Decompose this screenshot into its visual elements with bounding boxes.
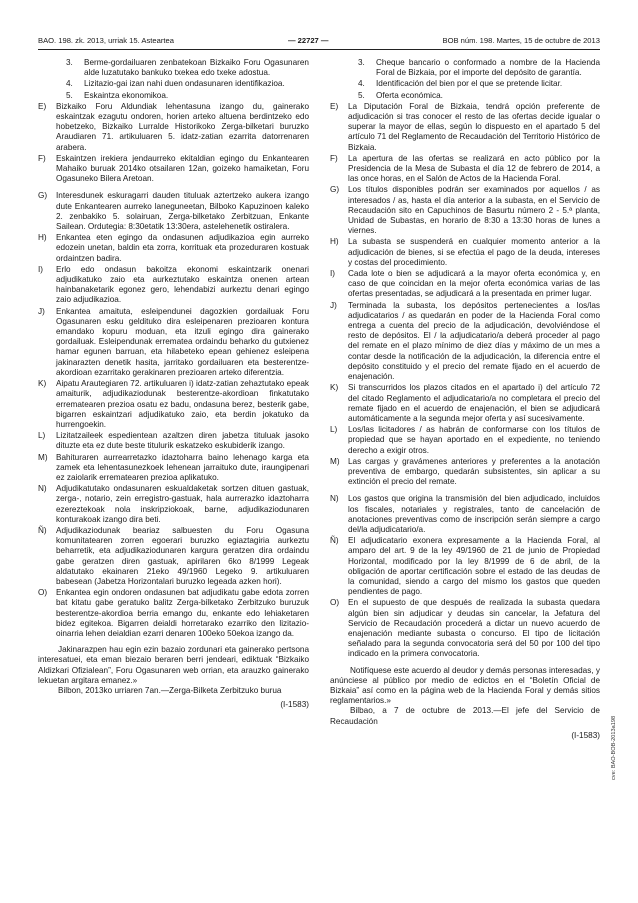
item-text: Bizkaiko Foru Aldundiak lehentasuna izango du, gainerako eskaintzak ezagutu ondoren, horien arteko altuena berdintzeko edo hobetzeko, Bizkaiko Lurralde Historikoko Zerga-bilketari buruzko Araudiaren 71. artikuluaren 5. idatz-zatian ezarrita datorrenaren arabera. bbox=[56, 101, 309, 152]
header-divider bbox=[38, 49, 600, 50]
item-label: M) bbox=[330, 456, 340, 466]
item-text: Lizitazio-gai izan nahi duen ondasunaren identifikazioa. bbox=[84, 79, 285, 89]
item-label: H) bbox=[330, 237, 339, 247]
item-text: Terminada la subasta, los depósitos pertenecientes a los/las adjudicatarios / as quedarán en poder de la Hacienda Foral como entrega a cuenta del precio de la adjudicación, devolviéndose el resto de depósitos. El / la adjudicatario/a deberá proceder al pago del remate en el plazo mínimo de diez días y máximo de un mes a contar desde la notificación de la adjudicación, la diferencia entre el depósito constituido y el precio del remate fijado en el acuerdo de enajenación. bbox=[348, 300, 600, 382]
item-text: La Diputación Foral de Bizkaia, tendrá opción preferente de adjudicación si tras conocer el resto de las ofertas decide igualar o superar la mayor de ellas, según lo dispuesto en el apartado 5 del artículo 71 del Reglamento de Recaudación del Territorio Histórico de Bizkaia. bbox=[348, 101, 600, 152]
list-item bbox=[38, 79, 309, 89]
item-text: Interesdunek eskuragarri dauden tituluak aztertzeko aukera izango dute Enkantearen aurreko laneguneetan, Bilboko Kapuzinoen kaleko 2. zenbakiko 5. solairuan, Zerga-bilketako Zerbitzuan, Enkante Sailean. Ordutegia: 8:30etatik 13:30era, astelehenetik ostiralera. bbox=[56, 191, 309, 232]
item-label: O) bbox=[330, 598, 340, 608]
list-item bbox=[38, 484, 309, 525]
item-text: Los gastos que origina la transmisión del bien adjudicado, incluidos los fiscales, notariales y registrales, tanto de cancelación de anotaciones preventivas como de inscripción serán siempre a cargo del/la adjudicatario/a. bbox=[348, 494, 600, 534]
list-item bbox=[38, 588, 309, 639]
item-label: G) bbox=[38, 191, 48, 201]
item-label: 5. bbox=[66, 90, 73, 100]
list-item bbox=[330, 457, 600, 488]
reference-number: (I-1583) bbox=[280, 700, 309, 710]
item-label: Ñ) bbox=[330, 536, 339, 546]
list-item bbox=[38, 379, 309, 430]
list-item bbox=[38, 453, 309, 484]
item-text: Lizitatzaileek espedientean azaltzen diren jabetza tituluak jasoko dituzte eta ez dute beste titulurik eskatzeko eskubiderik izango. bbox=[56, 431, 309, 451]
item-label: N) bbox=[38, 484, 47, 494]
item-label: H) bbox=[38, 233, 47, 243]
item-label: K) bbox=[38, 379, 47, 389]
item-text: Eskaintza ekonomikoa. bbox=[84, 90, 169, 100]
signature-line: Bilbon, 2013ko urriaren 7an.—Zerga-Bilketa Zerbitzuko burua bbox=[58, 685, 282, 695]
item-text: Cheque bancario o conformado a nombre de la Hacienda Foral de Bizkaia, por el importe del depósito de garantía. bbox=[376, 58, 600, 78]
item-label: 4. bbox=[66, 79, 73, 89]
item-text: Enkantea egin ondoren ondasunen bat adjudikatu gabe edota zorren bat kitatu gabe geratuko balitz Zerga-bilketako Zerbitzuko buruzuk besterentze-akordioa berria emango du, enkante edo lehiaketaren bidez egitekoa. Bigarren deialdi horretarako ezarriko den lizitazio-oinarria lehen deialdian ezarri denaren 100eko 50ekoa izango da. bbox=[56, 588, 309, 638]
item-text: Oferta económica. bbox=[376, 90, 443, 100]
item-text: Enkantea eten egingo da ondasunen adjudikazioa egin aurreko edozein unetan, baldin eta zorra, korrituak eta prozeduraren kostuak ordaintzen badira. bbox=[56, 233, 309, 263]
item-text: La apertura de las ofertas se realizará en acto público por la Presidencia de la Mesa de Subasta el día 12 de febrero de 2014, a las once horas, en el Salón de Actos de la Hacienda Foral. bbox=[348, 153, 600, 184]
list-item bbox=[330, 383, 600, 424]
basque-column bbox=[38, 58, 309, 710]
item-label: 3. bbox=[66, 58, 73, 67]
list-item bbox=[330, 58, 600, 78]
item-text: En el supuesto de que después de realizada la subasta quedara algún bien sin adjudicar y deudas sin cancelar, la Jefatura del Servicio de Recaudación procederá a dictar un nuevo acuerdo de enajenación mediante subasta o concurso. El tipo de licitación señalado para la segunda convocatoria será del 50 por 100 del tipo indicado en la primera convocatoria. bbox=[348, 598, 600, 659]
item-text: Berme-gordailuaren zenbatekoan Bizkaiko Foru Ogasunaren alde luzatutako bankuko txekea edo txeke adostua. bbox=[84, 58, 309, 78]
list-item bbox=[330, 536, 600, 597]
item-text: Identificación del bien por el que se pretende licitar. bbox=[376, 79, 563, 89]
item-text: Adjudikatutako ondasunaren eskualdaketak sortzen dituen gastuak, zerga-, notario, zein erregistro-gastuak, hala aurrerazko idaztoharra ezereztekoak nola inskripziokoak, barne, adjudikaziodunaren konturakoak izango dira beti. bbox=[56, 484, 309, 524]
item-label: M) bbox=[38, 452, 48, 462]
item-label: 5. bbox=[358, 90, 365, 100]
list-item bbox=[330, 154, 600, 185]
reference-number: (I-1583) bbox=[571, 730, 600, 740]
list-item bbox=[38, 191, 309, 232]
list-item bbox=[38, 154, 309, 185]
item-label: L) bbox=[38, 431, 46, 441]
page-header bbox=[38, 33, 600, 47]
item-label: Ñ) bbox=[38, 525, 47, 535]
header-left: BAO. 198. zk. 2013, urriak 15. Asteartea bbox=[38, 35, 174, 45]
list-item bbox=[38, 265, 309, 306]
list-item bbox=[330, 301, 600, 383]
item-text: La subasta se suspenderá en cualquier momento anterior a la adjudicación de bienes, si se efectúa el pago de la deuda, intereses y costas del procedimiento. bbox=[348, 237, 600, 267]
list-item bbox=[330, 237, 600, 268]
list-item bbox=[38, 102, 309, 153]
list-item bbox=[38, 233, 309, 264]
cve-code: cve: BAO-BOB-2013a198 bbox=[611, 715, 617, 780]
item-label: E) bbox=[38, 101, 47, 111]
item-label: E) bbox=[330, 101, 339, 111]
list-item bbox=[330, 185, 600, 236]
list-item bbox=[330, 79, 600, 89]
item-text: El adjudicatario exonera expresamente a la Hacienda Foral, al amparo del art. 9 de la ley 49/1960 de 21 de junio de Propiedad Horizontal, modificado por la ley 8/1999 de 6 de abril, de la obligación de aportar certificación sobre el estado de las deudas de la comunidad, siendo a cargo del mismo los gastos que queden pendientes de pago. bbox=[348, 536, 600, 597]
item-text: Las cargas y gravámenes anteriores y preferentes a la anotación preventiva de embargo, quedarán subsistentes, sin aplicar a su extinción el precio del remate. bbox=[348, 456, 600, 487]
list-item bbox=[330, 102, 600, 153]
item-text: Eskaintzen irekiera jendaurreko ekitaldian egingo du Enkantearen Mahaiko buruak 2014ko otsailaren 12an, goizeko hamaiketan, Foru Ogasuneko Bilera Aretoan. bbox=[56, 153, 309, 184]
list-item bbox=[38, 58, 309, 78]
item-label: F) bbox=[38, 153, 46, 163]
item-label: J) bbox=[38, 306, 45, 316]
item-label: I) bbox=[38, 264, 44, 274]
item-label: 4. bbox=[358, 79, 365, 89]
item-label: J) bbox=[330, 300, 337, 310]
header-right: BOB núm. 198. Martes, 15 de octubre de 2013 bbox=[442, 35, 600, 45]
list-item bbox=[330, 494, 600, 535]
item-label: L) bbox=[330, 425, 338, 435]
spanish-column bbox=[330, 58, 600, 741]
closing-paragraph: Notifíquese este acuerdo al deudor y demás personas interesadas, y anúnciese al público por medio de edictos en el “Boletín Oficial de Bizkaia” así como en la página web de la Hacienda Foral y demás sitios reglamentarios.» bbox=[330, 665, 600, 706]
page-number: — 22727 — bbox=[287, 35, 329, 45]
list-item bbox=[330, 598, 600, 659]
list-item bbox=[38, 526, 309, 587]
item-text: Aipatu Arautegiaren 72. artikuluaren i) idatz-zatian zehaztutako epeak amaiturik, adjudikaziodunak besterentze-akordioan finkatutako errematearen prezioa osatu ez badu, ondasuna berez, besterik gabe, bigarren eskaintzari adjudikatuko zaio, eta berdin jokatuko da hurrengoekin. bbox=[56, 379, 309, 429]
item-label: N) bbox=[330, 494, 339, 504]
list-item bbox=[38, 431, 309, 451]
list-item bbox=[330, 269, 600, 300]
item-label: O) bbox=[38, 588, 48, 598]
item-label: G) bbox=[330, 185, 340, 195]
item-text: Los/las licitadores / as habrán de conformarse con los títulos de propiedad que se hayan aportado en el expediente, no teniendo derecho a exigir otros. bbox=[348, 425, 600, 455]
item-label: K) bbox=[330, 383, 339, 393]
item-text: Erlo edo ondasun bakoitza ekonomi eskaintzarik onenari adjudikatuko zaio eta aurkeztutako eskaintza onenen artean hainbanaketarik egonez gero, lehendabizi aurkeztu denari egingo zaio adjudikazioa. bbox=[56, 264, 309, 305]
item-label: I) bbox=[330, 269, 336, 279]
list-item bbox=[38, 91, 309, 101]
item-text: Adjudikaziodunak beariaz salbuesten du Foru Ogasuna komunitatearen zorren egoerari buruzko egiaztagiria aurkeztu beharretik, eta adjudikaziodunaren kargura geratzen dira ordaindu gabe geratzen diren gastuak, apirilaren 6ko 8/1999 Legeak aldatutako ekainaren 21eko 49/1960 Legeko 9. artikuluaren babesean (Jabetza Horizontalari buruzko legeada azken hori). bbox=[56, 525, 309, 586]
item-text: Cada lote o bien se adjudicará a la mayor oferta económica y, en caso de que coincidan en la mejor oferta económica varias de las ofertas presentadas, se adjudicará a la presentada en primer lugar. bbox=[348, 269, 600, 299]
item-text: Bahituraren aurrearretazko idaztoharra baino lehenago karga eta zamek eta lehentasunezkoek lehenean jarraituko dute, iraungipenari ez zaiolarik errematearen prezioa aplikatuko. bbox=[56, 452, 309, 482]
closing-paragraph: Jakinarazpen hau egin ezin bazaio zordunari eta gainerako pertsona interesatuei, eta eman biezaio beraren berri jendeari, ediktuak “Bizkaiko Aldizkari Ofizialean”, Foru Ogasunaren web orrian, eta arauzko gainerako lekuetan argitara emanez.» bbox=[38, 645, 309, 685]
list-item bbox=[330, 91, 600, 101]
item-text: Enkantea amaituta, esleipendunei dagozkien gordailuak Foru Ogasunaren esku geldituko dira esleipenaren prezioaren kontura emandako kopuru moduan, eta itzuli egingo dira gainerako gordailuak. Esleipendunak errematea ordaindu beharko du gutxienez hamar egunen barruan, eta hilabeteko epean gehienez esleipena jakinarazten denetik hasita, jarritako gordailuaren eta besterentze-akordioan ezarritako gerakinaren prezioaren arteko diferentzia. bbox=[56, 306, 309, 377]
item-text: Si transcurridos los plazos citados en el apartado i) del artículo 72 del citado Reglamento el adjudicatario/a no completara el precio del remate fijado en el acuerdo de enajenación, el bien se adjudicará automáticamente a la segunda mejor oferta y así sucesivamente. bbox=[348, 383, 600, 423]
item-text: Los títulos disponibles podrán ser examinados por aquellos / as interesados / as, hasta el día anterior a la subasta, en el Servicio de Recaudación sito en Capuchinos de Basurtu número 2 - 5.ª planta, Unidad de Subastas, en horario de 8:30 a 13:30 horas de lunes a viernes. bbox=[348, 185, 600, 236]
signature-line: Bilbao, a 7 de octubre de 2013.—El jefe del Servicio de Recaudación bbox=[330, 706, 600, 726]
item-label: 3. bbox=[358, 58, 365, 67]
list-item bbox=[330, 425, 600, 456]
item-label: F) bbox=[330, 153, 338, 163]
list-item bbox=[38, 307, 309, 378]
